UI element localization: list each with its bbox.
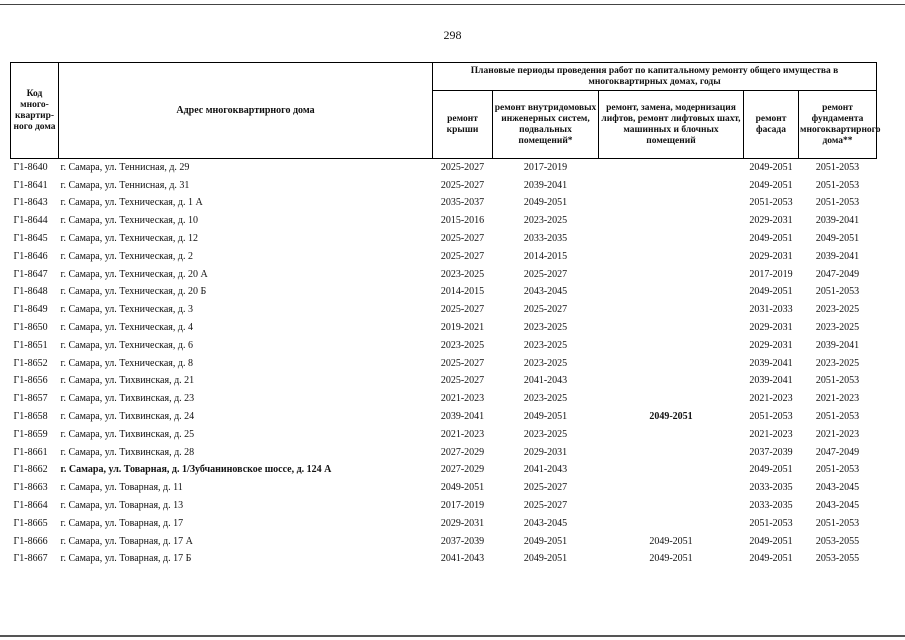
house-code-cell: Г1-8644 bbox=[13, 215, 48, 227]
house-code-cell: Г1-8657 bbox=[13, 393, 48, 405]
facade-period-cell: 2017-2019 bbox=[749, 268, 793, 280]
facade-period-cell: 2021-2023 bbox=[749, 428, 793, 440]
table-row bbox=[11, 247, 877, 265]
facade-period-cell: 2049-2051 bbox=[749, 553, 793, 565]
systems-period-cell: 2025-2027 bbox=[523, 500, 568, 512]
table-row bbox=[11, 514, 877, 532]
lifts-period-cell bbox=[599, 301, 744, 319]
foundation-period-cell: 2043-2045 bbox=[815, 500, 860, 512]
facade-period-cell: 2029-2031 bbox=[749, 339, 793, 351]
systems-period-cell: 2029-2031 bbox=[523, 446, 568, 458]
address-cell: г. Самара, ул. Товарная, д. 17 Б bbox=[60, 553, 192, 565]
facade-period-cell: 2029-2031 bbox=[749, 215, 793, 227]
house-code-cell: Г1-8658 bbox=[13, 411, 48, 423]
facade-period-cell: 2051-2053 bbox=[749, 411, 793, 423]
systems-period-cell: 2023-2025 bbox=[523, 357, 568, 369]
foundation-period-cell: 2051-2053 bbox=[815, 179, 860, 191]
address-cell: г. Самара, ул. Техническая, д. 8 bbox=[60, 357, 193, 369]
roof-period-cell: 2019-2021 bbox=[440, 322, 485, 334]
lifts-period-cell bbox=[599, 514, 744, 532]
foundation-period-cell: 2039-2041 bbox=[815, 250, 860, 262]
table-row bbox=[11, 301, 877, 319]
roof-period-cell: 2023-2025 bbox=[440, 339, 485, 351]
roof-column-header: ремонт крыши bbox=[433, 91, 493, 159]
table-row bbox=[11, 443, 877, 461]
house-code-cell: Г1-8661 bbox=[13, 446, 48, 458]
house-code-cell: Г1-8663 bbox=[13, 482, 48, 494]
roof-period-cell: 2041-2043 bbox=[440, 553, 485, 565]
house-code-cell: Г1-8647 bbox=[13, 268, 48, 280]
lifts-period-cell bbox=[599, 336, 744, 354]
facade-period-cell: 2049-2051 bbox=[749, 286, 793, 298]
foundation-column-header: ремонт фундамента многоквартирного дома** bbox=[799, 91, 877, 159]
code-column-header: Код много-квартир-ного дома bbox=[11, 63, 59, 159]
facade-period-cell: 2033-2035 bbox=[749, 500, 793, 512]
systems-period-cell: 2049-2051 bbox=[523, 553, 568, 565]
lifts-period-cell bbox=[599, 443, 744, 461]
foundation-period-cell: 2051-2053 bbox=[815, 411, 860, 423]
bottom-rule bbox=[0, 635, 905, 637]
lifts-column-header: ремонт, замена, модернизация лифтов, ремонт лифтовых шахт, машинных и блочных помещений bbox=[599, 91, 744, 159]
table-row bbox=[11, 372, 877, 390]
facade-column-header: ремонт фасада bbox=[744, 91, 799, 159]
foundation-period-cell: 2043-2045 bbox=[815, 482, 860, 494]
systems-period-cell: 2023-2025 bbox=[523, 428, 568, 440]
house-code-cell: Г1-8649 bbox=[13, 304, 48, 316]
address-cell: г. Самара, ул. Тихвинская, д. 23 bbox=[60, 393, 195, 405]
roof-period-cell: 2025-2027 bbox=[440, 233, 485, 245]
roof-period-cell: 2023-2025 bbox=[440, 268, 485, 280]
lifts-period-cell: 2049-2051 bbox=[649, 553, 693, 565]
table-row bbox=[11, 354, 877, 372]
table-row bbox=[11, 212, 877, 230]
lifts-period-cell bbox=[599, 247, 744, 265]
page-number: 298 bbox=[443, 28, 462, 42]
systems-period-cell: 2049-2051 bbox=[523, 197, 568, 209]
house-code-cell: Г1-8667 bbox=[13, 553, 48, 565]
repair-schedule-table bbox=[10, 62, 881, 568]
table-row bbox=[11, 176, 877, 194]
foundation-period-cell: 2047-2049 bbox=[815, 446, 860, 458]
systems-period-cell: 2049-2051 bbox=[523, 535, 568, 547]
lifts-period-cell: 2049-2051 bbox=[649, 535, 693, 547]
facade-period-cell: 2049-2051 bbox=[749, 162, 793, 174]
foundation-period-cell: 2023-2025 bbox=[815, 357, 860, 369]
address-cell: г. Самара, ул. Техническая, д. 1 А bbox=[60, 197, 203, 209]
systems-column-header: ремонт внутридомовых инженерных систем, подвальных помещений* bbox=[493, 91, 599, 159]
systems-period-cell: 2039-2041 bbox=[523, 179, 568, 191]
house-code-cell: Г1-8650 bbox=[13, 322, 48, 334]
house-code-cell: Г1-8643 bbox=[13, 197, 48, 209]
table-row bbox=[11, 283, 877, 301]
table-row bbox=[11, 230, 877, 248]
roof-period-cell: 2035-2037 bbox=[440, 197, 485, 209]
periods-group-header: Плановые периоды проведения работ по капитальному ремонту общего имущества в многоквартирных домах, годы bbox=[433, 63, 877, 91]
table-row bbox=[11, 336, 877, 354]
roof-period-cell: 2049-2051 bbox=[440, 482, 485, 494]
table-row bbox=[11, 159, 877, 177]
house-code-cell: Г1-8646 bbox=[13, 250, 48, 262]
lifts-period-cell bbox=[599, 212, 744, 230]
table-row bbox=[11, 390, 877, 408]
house-code-cell: Г1-8645 bbox=[13, 233, 48, 245]
table-body bbox=[11, 159, 877, 568]
foundation-period-cell: 2021-2023 bbox=[815, 393, 860, 405]
facade-period-cell: 2029-2031 bbox=[749, 322, 793, 334]
foundation-period-cell: 2039-2041 bbox=[815, 339, 860, 351]
house-code-cell: Г1-8656 bbox=[13, 375, 48, 387]
systems-period-cell: 2043-2045 bbox=[523, 517, 568, 529]
address-cell: г. Самара, ул. Тихвинская, д. 24 bbox=[60, 411, 195, 423]
systems-period-cell: 2049-2051 bbox=[523, 411, 568, 423]
address-cell: г. Самара, ул. Техническая, д. 20 Б bbox=[60, 286, 207, 298]
lifts-period-cell bbox=[599, 479, 744, 497]
systems-period-cell: 2023-2025 bbox=[523, 393, 568, 405]
systems-period-cell: 2017-2019 bbox=[523, 162, 568, 174]
systems-period-cell: 2043-2045 bbox=[523, 286, 568, 298]
house-code-cell: Г1-8651 bbox=[13, 339, 48, 351]
lifts-period-cell bbox=[599, 461, 744, 479]
facade-period-cell: 2037-2039 bbox=[749, 446, 793, 458]
systems-period-cell: 2033-2035 bbox=[523, 233, 568, 245]
facade-period-cell: 2049-2051 bbox=[749, 179, 793, 191]
lifts-period-cell bbox=[599, 159, 744, 177]
facade-period-cell: 2039-2041 bbox=[749, 375, 793, 387]
lifts-period-cell bbox=[599, 283, 744, 301]
table-header bbox=[11, 63, 881, 159]
lifts-period-cell bbox=[599, 265, 744, 283]
address-cell: г. Самара, ул. Теннисная, д. 31 bbox=[60, 179, 190, 191]
roof-period-cell: 2025-2027 bbox=[440, 250, 485, 262]
house-code-cell: Г1-8640 bbox=[13, 162, 48, 174]
systems-period-cell: 2023-2025 bbox=[523, 339, 568, 351]
house-code-cell: Г1-8664 bbox=[13, 500, 48, 512]
foundation-period-cell: 2053-2055 bbox=[815, 553, 860, 565]
facade-period-cell: 2031-2033 bbox=[749, 304, 793, 316]
systems-period-cell: 2014-2015 bbox=[523, 250, 568, 262]
roof-period-cell: 2025-2027 bbox=[440, 375, 485, 387]
lifts-period-cell bbox=[599, 194, 744, 212]
foundation-period-cell: 2047-2049 bbox=[815, 268, 860, 280]
roof-period-cell: 2014-2015 bbox=[440, 286, 485, 298]
systems-period-cell: 2025-2027 bbox=[523, 268, 568, 280]
facade-period-cell: 2051-2053 bbox=[749, 517, 793, 529]
lifts-period-cell bbox=[599, 230, 744, 248]
roof-period-cell: 2025-2027 bbox=[440, 304, 485, 316]
top-rule bbox=[0, 4, 905, 5]
table-row bbox=[11, 319, 877, 337]
facade-period-cell: 2051-2053 bbox=[749, 197, 793, 209]
address-cell: г. Самара, ул. Техническая, д. 6 bbox=[60, 339, 193, 351]
roof-period-cell: 2029-2031 bbox=[440, 517, 485, 529]
roof-period-cell: 2037-2039 bbox=[440, 535, 485, 547]
house-code-cell: Г1-8665 bbox=[13, 517, 48, 529]
address-cell: г. Самара, ул. Техническая, д. 20 А bbox=[60, 268, 208, 280]
address-cell: г. Самара, ул. Товарная, д. 1/Зубчаниновское шоссе, д. 124 А bbox=[60, 464, 332, 476]
lifts-period-cell bbox=[599, 319, 744, 337]
address-column-header: Адрес многоквартирного дома bbox=[59, 63, 433, 159]
foundation-period-cell: 2021-2023 bbox=[815, 428, 860, 440]
foundation-period-cell: 2051-2053 bbox=[815, 464, 860, 476]
house-code-cell: Г1-8662 bbox=[13, 464, 48, 476]
address-cell: г. Самара, ул. Товарная, д. 17 А bbox=[60, 535, 193, 547]
systems-period-cell: 2023-2025 bbox=[523, 322, 568, 334]
address-cell: г. Самара, ул. Тихвинская, д. 28 bbox=[60, 446, 195, 458]
house-code-cell: Г1-8648 bbox=[13, 286, 48, 298]
roof-period-cell: 2021-2023 bbox=[440, 428, 485, 440]
systems-period-cell: 2041-2043 bbox=[523, 464, 568, 476]
table-row bbox=[11, 425, 877, 443]
roof-period-cell: 2017-2019 bbox=[440, 500, 485, 512]
facade-period-cell: 2049-2051 bbox=[749, 233, 793, 245]
table-row bbox=[11, 479, 877, 497]
table-row bbox=[11, 461, 877, 479]
roof-period-cell: 2015-2016 bbox=[440, 215, 485, 227]
table-row bbox=[11, 408, 877, 426]
lifts-period-cell bbox=[599, 390, 744, 408]
foundation-period-cell: 2051-2053 bbox=[815, 197, 860, 209]
address-cell: г. Самара, ул. Тихвинская, д. 21 bbox=[60, 375, 195, 387]
roof-period-cell: 2021-2023 bbox=[440, 393, 485, 405]
table-row bbox=[11, 497, 877, 515]
foundation-period-cell: 2023-2025 bbox=[815, 322, 860, 334]
address-cell: г. Самара, ул. Товарная, д. 17 bbox=[60, 517, 184, 529]
roof-period-cell: 2025-2027 bbox=[440, 357, 485, 369]
address-cell: г. Самара, ул. Теннисная, д. 29 bbox=[60, 162, 190, 174]
facade-period-cell: 2029-2031 bbox=[749, 250, 793, 262]
foundation-period-cell: 2051-2053 bbox=[815, 286, 860, 298]
facade-period-cell: 2049-2051 bbox=[749, 535, 793, 547]
foundation-period-cell: 2051-2053 bbox=[815, 517, 860, 529]
foundation-period-cell: 2049-2051 bbox=[815, 233, 860, 245]
house-code-cell: Г1-8666 bbox=[13, 535, 48, 547]
facade-period-cell: 2039-2041 bbox=[749, 357, 793, 369]
address-cell: г. Самара, ул. Техническая, д. 10 bbox=[60, 215, 198, 227]
foundation-period-cell: 2051-2053 bbox=[815, 162, 860, 174]
house-code-cell: Г1-8659 bbox=[13, 428, 48, 440]
foundation-period-cell: 2023-2025 bbox=[815, 304, 860, 316]
lifts-period-cell bbox=[599, 176, 744, 194]
facade-period-cell: 2049-2051 bbox=[749, 464, 793, 476]
facade-period-cell: 2033-2035 bbox=[749, 482, 793, 494]
table-row bbox=[11, 550, 877, 568]
house-code-cell: Г1-8641 bbox=[13, 179, 48, 191]
address-cell: г. Самара, ул. Техническая, д. 4 bbox=[60, 322, 193, 334]
roof-period-cell: 2025-2027 bbox=[440, 179, 485, 191]
house-code-cell: Г1-8652 bbox=[13, 357, 48, 369]
lifts-period-cell: 2049-2051 bbox=[649, 411, 693, 423]
table-row bbox=[11, 265, 877, 283]
lifts-period-cell bbox=[599, 354, 744, 372]
lifts-period-cell bbox=[599, 497, 744, 515]
table-row bbox=[11, 532, 877, 550]
address-cell: г. Самара, ул. Техническая, д. 3 bbox=[60, 304, 193, 316]
systems-period-cell: 2023-2025 bbox=[523, 215, 568, 227]
systems-period-cell: 2025-2027 bbox=[523, 482, 568, 494]
address-cell: г. Самара, ул. Тихвинская, д. 25 bbox=[60, 428, 195, 440]
table-row bbox=[11, 194, 877, 212]
roof-period-cell: 2039-2041 bbox=[440, 411, 485, 423]
roof-period-cell: 2025-2027 bbox=[440, 162, 485, 174]
foundation-period-cell: 2039-2041 bbox=[815, 215, 860, 227]
facade-period-cell: 2021-2023 bbox=[749, 393, 793, 405]
address-cell: г. Самара, ул. Товарная, д. 11 bbox=[60, 482, 183, 494]
systems-period-cell: 2041-2043 bbox=[523, 375, 568, 387]
lifts-period-cell bbox=[599, 372, 744, 390]
systems-period-cell: 2025-2027 bbox=[523, 304, 568, 316]
foundation-period-cell: 2053-2055 bbox=[815, 535, 860, 547]
lifts-period-cell bbox=[599, 425, 744, 443]
address-cell: г. Самара, ул. Техническая, д. 2 bbox=[60, 250, 193, 262]
address-cell: г. Самара, ул. Товарная, д. 13 bbox=[60, 500, 184, 512]
foundation-period-cell: 2051-2053 bbox=[815, 375, 860, 387]
address-cell: г. Самара, ул. Техническая, д. 12 bbox=[60, 233, 198, 245]
roof-period-cell: 2027-2029 bbox=[440, 446, 485, 458]
roof-period-cell: 2027-2029 bbox=[440, 464, 485, 476]
